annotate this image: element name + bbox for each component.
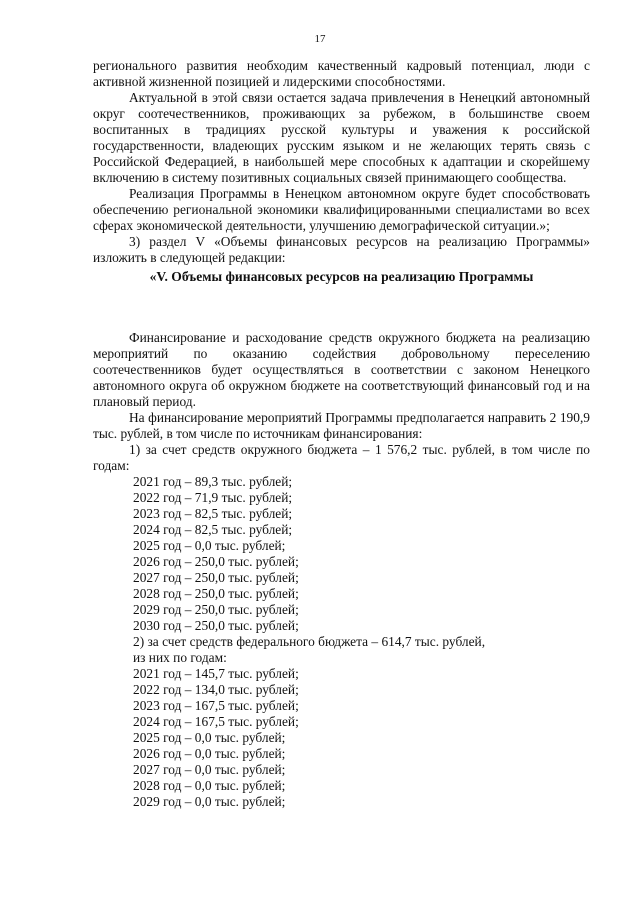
year-line: 2023 год – 167,5 тыс. рублей; (133, 698, 299, 713)
federal-budget-year-list (93, 666, 590, 810)
spacer (93, 285, 590, 330)
year-line: 2024 год – 82,5 тыс. рублей; (133, 522, 293, 537)
paragraph-section-v-amendment: 3) раздел V «Объемы финансовых ресурсов на реализацию Программы» изложить в следующей редакции: (93, 234, 590, 265)
year-line: 2026 год – 0,0 тыс. рублей; (133, 746, 286, 761)
paragraph-program-implementation: Реализация Программы в Ненецком автономном округе будет способствовать обеспечению региональной экономики квалифицированными специалистами во всех сферах экономической деятельности, улучшению демографической ситуации.»; (93, 186, 590, 233)
district-budget-intro: 1) за счет средств окружного бюджета – 1 576,2 тыс. рублей, в том числе по годам: (93, 442, 590, 473)
federal-budget-subintro: из них по годам: (133, 650, 227, 665)
paragraph-compatriots-task: Актуальной в этой связи остается задача привлечения в Ненецкий автономный округ соотечественников, проживающих за рубежом, в большинстве своем воспитанных в традициях русской культуры и уважения к российской государственности, владеющих русским языком и не желающих терять связь с Российской Федерацией, в наибольшей мере способных к адаптации и скорейшему включению в систему позитивных социальных связей принимающего сообщества. (93, 90, 590, 185)
paragraph-total-financing: На финансирование мероприятий Программы предполагается направить 2 190,9 тыс. рублей, в том числе по источникам финансирования: (93, 410, 590, 441)
year-line: 2029 год – 250,0 тыс. рублей; (133, 602, 299, 617)
year-line: 2026 год – 250,0 тыс. рублей; (133, 554, 299, 569)
year-line: 2028 год – 250,0 тыс. рублей; (133, 586, 299, 601)
year-line: 2027 год – 0,0 тыс. рублей; (133, 762, 286, 777)
section-heading: «V. Объемы финансовых ресурсов на реализацию Программы (149, 269, 534, 284)
federal-budget-intro: 2) за счет средств федерального бюджета – 614,7 тыс. рублей, (133, 634, 486, 649)
year-line: 2021 год – 89,3 тыс. рублей; (133, 474, 293, 489)
paragraph-cadre-potential: регионального развития необходим качественный кадровый потенциал, люди с активной жизненной позицией и лидерскими способностями. (93, 58, 590, 89)
year-line: 2024 год – 167,5 тыс. рублей; (133, 714, 299, 729)
year-line: 2027 год – 250,0 тыс. рублей; (133, 570, 299, 585)
year-line: 2023 год – 82,5 тыс. рублей; (133, 506, 293, 521)
year-line: 2025 год – 0,0 тыс. рублей; (133, 538, 286, 553)
year-line: 2029 год – 0,0 тыс. рублей; (133, 794, 286, 809)
year-line: 2028 год – 0,0 тыс. рублей; (133, 778, 286, 793)
district-budget-year-list (93, 474, 590, 634)
paragraph-financing-basis: Финансирование и расходование средств окружного бюджета на реализацию мероприятий по оказанию содействия добровольному переселению соотечественников будет осуществляться в соответствии с законом Ненецкого автономного округа об окружном бюджете на соответствующий финансовый год и на плановый период. (93, 330, 590, 409)
year-line: 2021 год – 145,7 тыс. рублей; (133, 666, 299, 681)
year-line: 2025 год – 0,0 тыс. рублей; (133, 730, 286, 745)
year-line: 2030 год – 250,0 тыс. рублей; (133, 618, 299, 633)
document-body (93, 58, 590, 810)
year-line: 2022 год – 71,9 тыс. рублей; (133, 490, 293, 505)
year-line: 2022 год – 134,0 тыс. рублей; (133, 682, 299, 697)
page-number: 17 (314, 33, 326, 45)
